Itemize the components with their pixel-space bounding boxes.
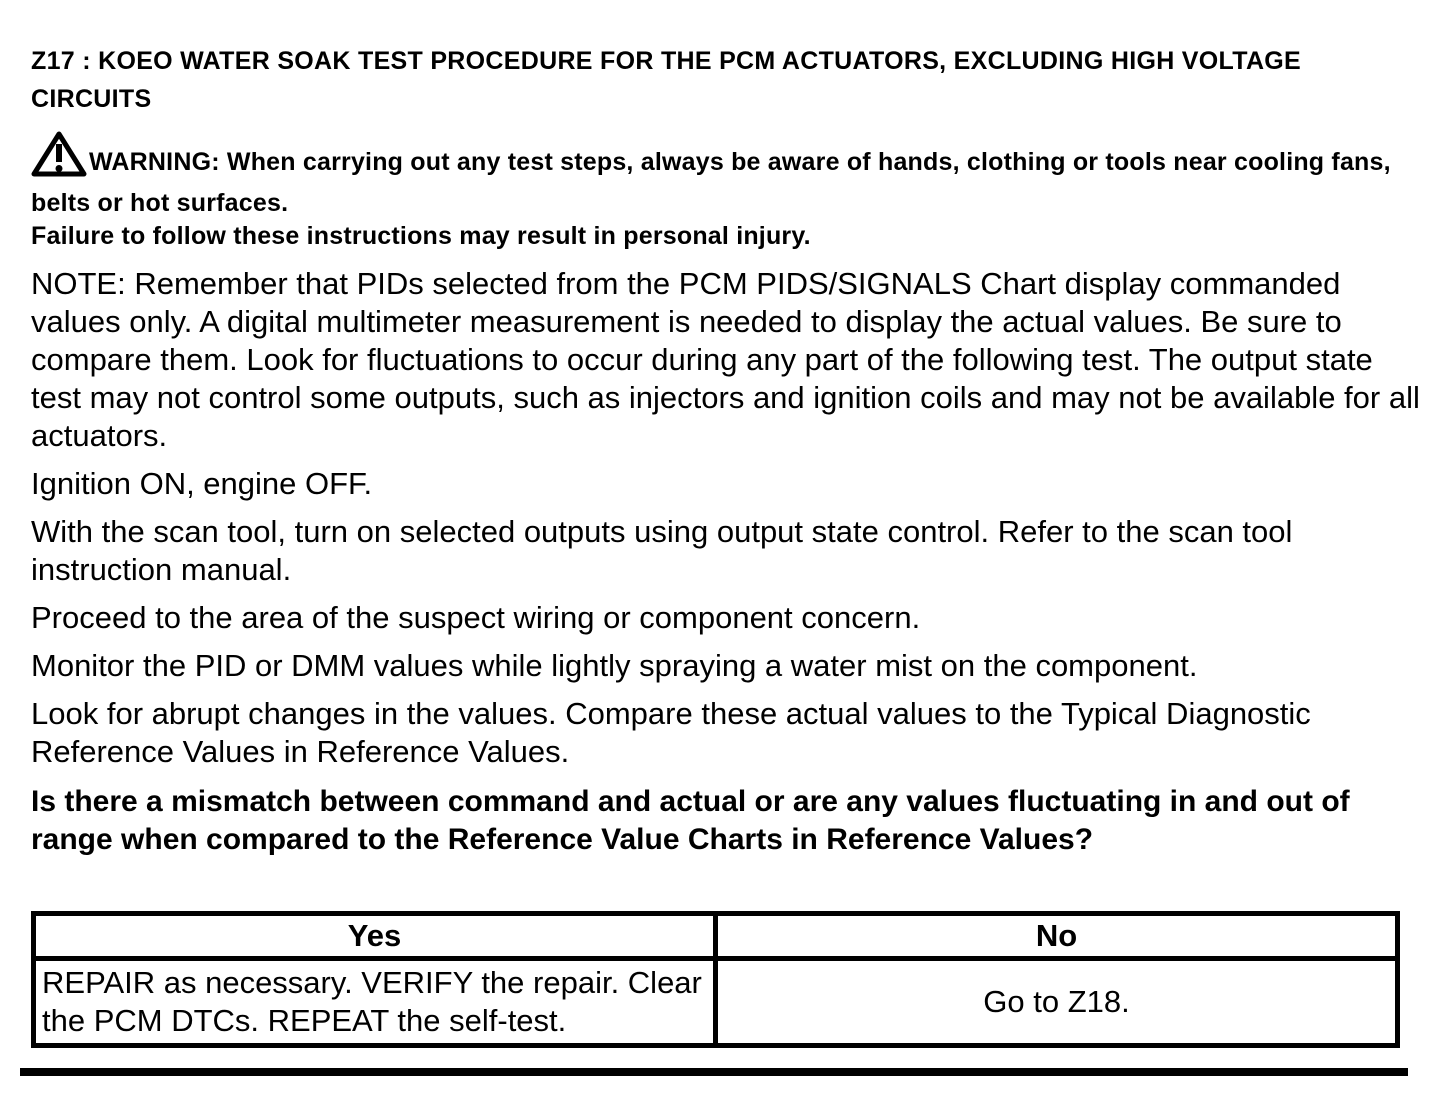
procedure-step-2: With the scan tool, turn on selected outputs using output state control. Refer to the scan tool instruction manual.	[31, 514, 1293, 587]
question-text: Is there a mismatch between command and actual or are any values fluctuating in and out of range when compared to the Reference Value Charts in Reference Values?	[31, 785, 1350, 856]
procedure-step-4: Monitor the PID or DMM values while lightly spraying a water mist on the component.	[31, 648, 1198, 683]
no-column-header: No	[716, 914, 1398, 959]
decision-table	[31, 911, 1400, 1048]
page-title: Z17 : KOEO WATER SOAK TEST PROCEDURE FOR THE PCM ACTUATORS, EXCLUDING HIGH VOLTAGE CIRCUITS	[31, 47, 1302, 113]
procedure-step-1: Ignition ON, engine OFF.	[31, 466, 373, 501]
procedure-step-3: Proceed to the area of the suspect wiring or component concern.	[31, 600, 921, 635]
bottom-divider	[20, 1068, 1408, 1076]
no-action-cell: Go to Z18.	[716, 959, 1398, 1046]
note-paragraph: NOTE: Remember that PIDs selected from the PCM PIDS/SIGNALS Chart display commanded values only. A digital multimeter measurement is needed to display the actual values. Be sure to compare them. Look for fluctuations to occur during any part of the following test. The output state test may not control some outputs, such as injectors and ignition coils and may not be available for all actuators.	[31, 266, 1420, 453]
decision-table-header-row	[34, 914, 1398, 959]
warning-text: WARNING: When carrying out any test steps, always be aware of hands, clothing or tools near cooling fans, belts or hot surfaces.	[31, 148, 1391, 217]
decision-table-row	[34, 959, 1398, 1046]
procedure-step-5: Look for abrupt changes in the values. Compare these actual values to the Typical Diagnostic Reference Values in Reference Values.	[31, 696, 1311, 769]
warning-failure-text: Failure to follow these instructions may result in personal injury.	[31, 222, 811, 250]
warning-block	[31, 130, 1420, 253]
yes-column-header: Yes	[34, 914, 716, 959]
yes-action-cell: REPAIR as necessary. VERIFY the repair. Clear the PCM DTCs. REPEAT the self-test.	[34, 959, 716, 1046]
warning-triangle-icon	[31, 130, 87, 187]
